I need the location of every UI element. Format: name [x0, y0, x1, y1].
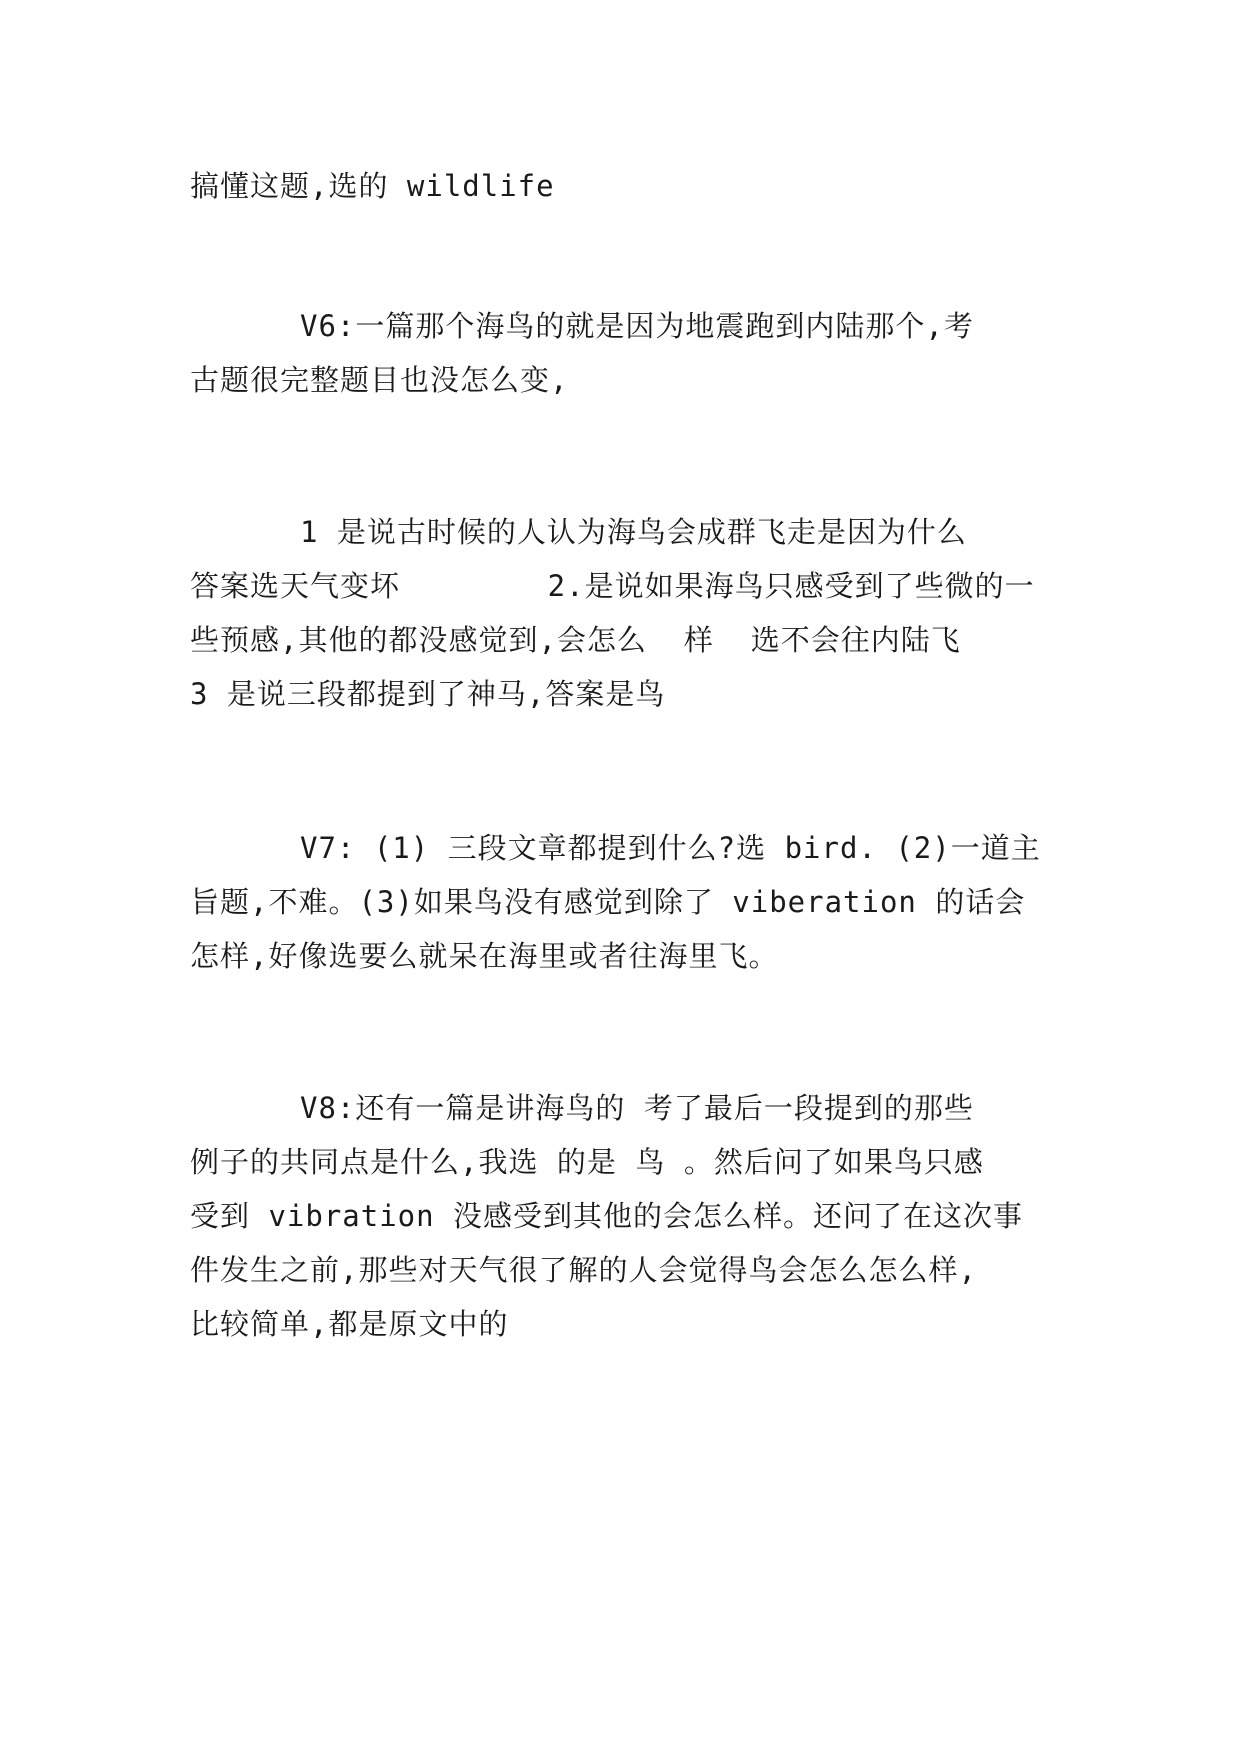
text-line: 怎样,好像选要么就呆在海里或者往海里飞。	[190, 939, 779, 973]
text-line: 件发生之前,那些对天气很了解的人会觉得鸟会怎么怎么样,	[190, 1253, 977, 1287]
text-line: V8:还有一篇是讲海鸟的 考了最后一段提到的那些	[300, 1091, 974, 1125]
text-line: 例子的共同点是什么,我选 的是 鸟 。然后问了如果鸟只感	[190, 1145, 984, 1179]
text-line: V7: (1) 三段文章都提到什么?选 bird. (2)一道主	[300, 831, 1041, 865]
text-line: 受到 vibration 没感受到其他的会怎么样。还问了在这次事	[190, 1199, 1024, 1233]
text-line: 古题很完整题目也没怎么变,	[190, 363, 569, 397]
text-line: 搞懂这题,选的 wildlife	[190, 169, 555, 203]
text-line: 旨题,不难。(3)如果鸟没有感觉到除了 viberation 的话会	[190, 885, 1026, 919]
text-line: 1 是说古时候的人认为海鸟会成群飞走是因为什么	[300, 515, 967, 549]
text-line: V6:一篇那个海鸟的就是因为地震跑到内陆那个,考	[300, 309, 974, 343]
text-line: 3 是说三段都提到了神马,答案是鸟	[190, 677, 666, 711]
text-line: 些预感,其他的都没感觉到,会怎么 样 选不会往内陆飞	[190, 623, 961, 657]
text-line: 答案选天气变坏 2.是说如果海鸟只感受到了些微的一	[190, 569, 1035, 603]
text-line: 比较简单,都是原文中的	[190, 1307, 509, 1341]
